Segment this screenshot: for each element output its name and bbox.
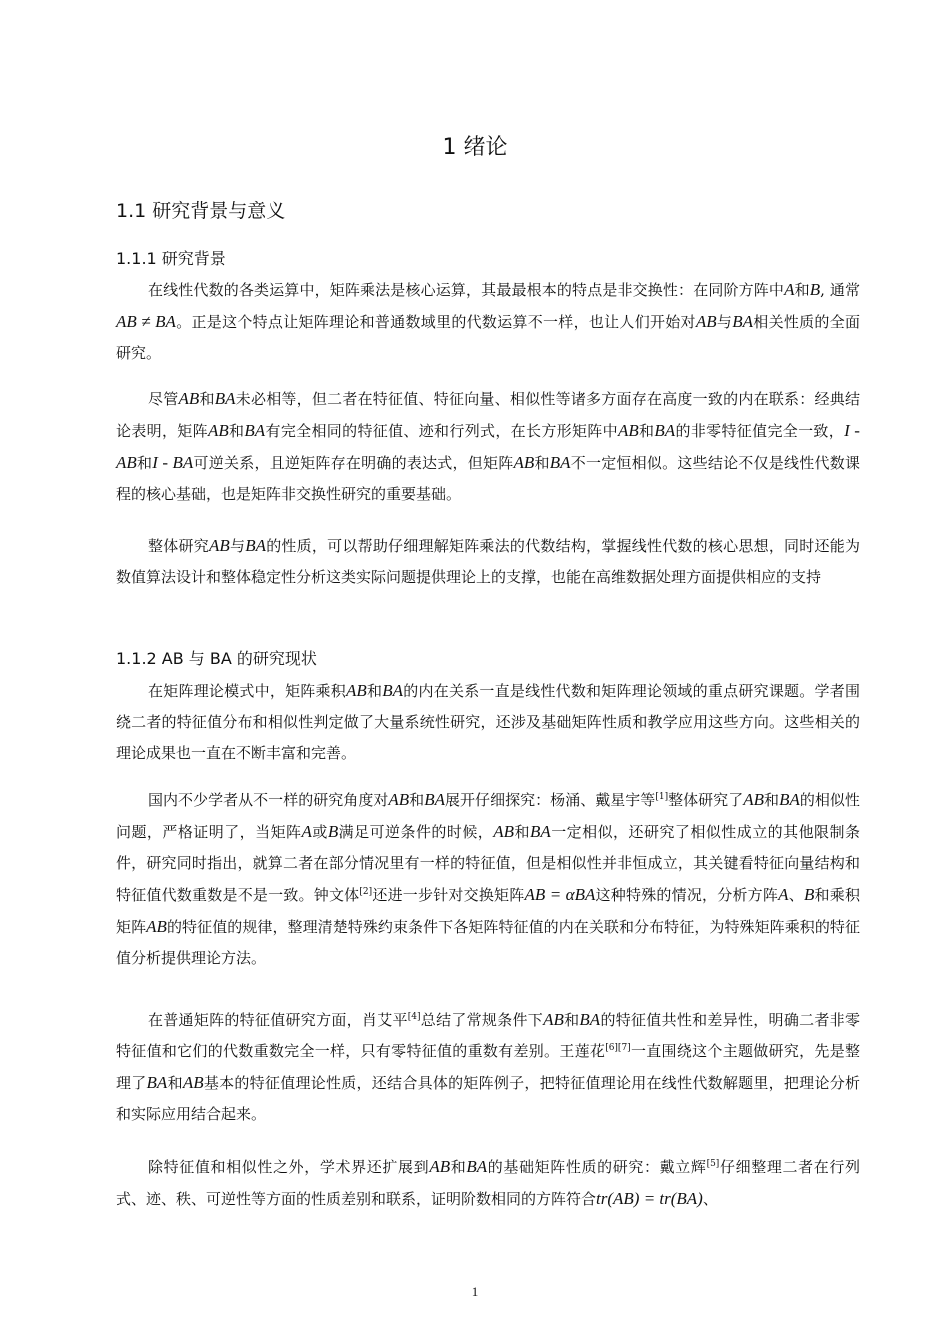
text-run: 总结了常规条件下 — [420, 1011, 544, 1029]
citation-ref: [2] — [359, 887, 373, 897]
text-run: 在矩阵理论模式中，矩阵乘积 — [148, 682, 347, 700]
text-run: 、 — [702, 1190, 718, 1208]
math-expression: AB — [743, 790, 765, 809]
text-run: 的基础矩阵性质的研究：戴立辉 — [487, 1158, 707, 1176]
text-run: , 通常 — [820, 281, 860, 299]
text-run: 不一定恒相似。这些结论不仅是线性代数课程的核心基础，也是矩阵非交换性研究的重要基础。 — [116, 454, 860, 503]
text-run: 和 — [534, 454, 550, 472]
text-run: 和 — [366, 682, 383, 700]
text-run: 相关性质的全面研究。 — [116, 313, 860, 362]
text-run: 展开仔细探究：杨涌、戴星宇等 — [444, 791, 656, 809]
text-run: 国内不少学者从不一样的研究角度对 — [148, 791, 389, 809]
text-run: 的特征值的规律，整理清楚特殊约束条件下各矩阵特征值的内在关联和分布特征，为特殊矩阵乘积的特征值分析提供理论方法。 — [116, 918, 860, 967]
text-run: 一直围绕这个主题做研究，先是整理了 — [116, 1042, 860, 1092]
text-run: 和 — [228, 422, 245, 440]
math-expression: BA — [579, 1010, 601, 1029]
text-run: 和 — [199, 390, 215, 408]
math-expression: A — [778, 885, 789, 904]
text-run: 一定相似，还研究了相似性成立的其他限制条件，研究同时指出，就算二者在部分情况里有一样的特征值，但是相似性并非恒成立，其关键看特征向量结构和特征值代数重数是不是一致。钟文体 — [116, 823, 860, 904]
math-expression: AB — [429, 1157, 451, 1176]
text-run: 可逆关系，且逆矩阵存在明确的表达式，但矩阵 — [193, 454, 514, 472]
paragraph-4 — [116, 675, 860, 769]
text-run: 有完全相同的特征值、迹和行列式，在长方形矩阵中 — [265, 422, 618, 440]
math-expression: BA — [779, 790, 800, 809]
text-run: 和 — [514, 823, 530, 841]
text-run: 、 — [788, 886, 804, 904]
math-expression: BA — [244, 421, 266, 440]
section-title: 1.1 研究背景与意义 — [116, 200, 286, 222]
text-run: 的内在关系一直是线性代数和矩阵理论领域的重点研究课题。学者围绕二者的特征值分布和相似性判定做了大量系统性研究，还涉及基础矩阵性质和教学应用这些方向。这些相关的理论成果也一直在不断丰富和完善。 — [116, 682, 860, 762]
math-expression: AB ≠ BA — [116, 312, 176, 331]
math-expression: A — [301, 822, 312, 841]
text-run: 和 — [450, 1158, 467, 1176]
math-expression: BA — [245, 536, 266, 555]
text-run: 和 — [136, 454, 153, 472]
text-run: 这种特殊的情况，分析方阵 — [595, 886, 779, 904]
page-number: 1 — [471, 1284, 479, 1299]
subsection-title-status: 1.1.2 AB 与 BA 的研究现状 — [116, 649, 317, 668]
math-expression: BA — [654, 421, 676, 440]
math-expression: AB — [493, 822, 515, 841]
math-expression: BA — [382, 681, 404, 700]
text-run: 和 — [764, 791, 780, 809]
math-expression: AB — [617, 421, 639, 440]
math-expression: AB — [208, 536, 230, 555]
math-expression: AB — [178, 389, 200, 408]
text-run: 和 — [638, 422, 655, 440]
subsection-title-background: 1.1.1 研究背景 — [116, 249, 226, 268]
paragraph-7 — [116, 1151, 860, 1215]
math-expression: BA — [466, 1157, 488, 1176]
text-run: 和乘积矩阵 — [116, 886, 860, 936]
text-run: 。正是这个特点让矩阵理论和普通数域里的代数运算不一样，也让人们开始对 — [175, 313, 696, 331]
citation-ref: [5] — [706, 1159, 720, 1169]
paragraph-6 — [116, 1004, 860, 1130]
math-expression: AB — [388, 790, 410, 809]
paragraph-1 — [116, 274, 860, 369]
text-run: 和 — [794, 281, 810, 299]
text-run: 与 — [716, 313, 733, 331]
math-expression: AB — [513, 453, 535, 472]
math-expression: AB — [182, 1073, 204, 1092]
text-run: 除特征值和相似性之外，学术界还扩展到 — [148, 1158, 430, 1176]
math-expression: A — [784, 280, 795, 299]
text-run: 或 — [311, 823, 328, 841]
math-expression: AB — [207, 421, 229, 440]
text-run: 与 — [229, 537, 246, 555]
math-expression: B — [327, 822, 339, 841]
citation-ref: [1] — [655, 792, 669, 802]
math-expression: BA — [529, 822, 551, 841]
math-expression: AB — [695, 312, 717, 331]
math-expression: AB — [543, 1010, 564, 1029]
math-expression: BA — [424, 790, 445, 809]
text-run: 满足可逆条件的时候， — [338, 823, 494, 841]
chapter-title: 1 绪论 — [442, 135, 508, 160]
paragraph-5 — [116, 784, 860, 974]
math-expression: BA — [549, 453, 571, 472]
text-run: 还进一步针对交换矩阵 — [372, 886, 525, 904]
text-run: 和 — [409, 791, 425, 809]
math-expression: AB — [346, 681, 367, 700]
math-expression: B — [803, 885, 815, 904]
math-expression: BA — [146, 1073, 168, 1092]
citation-ref: [6][7] — [605, 1043, 631, 1053]
text-run: 在普通矩阵的特征值研究方面，肖艾平 — [148, 1011, 408, 1029]
text-run: 的特征值共性和差异性，明确二者非零特征值和它们的代数重数完全一样，只有零特征值的重数有差别。王莲花 — [116, 1011, 860, 1060]
text-run: 未必相等，但二者在特征值、特征向量、相似性等诸多方面存在高度一致的内在联系：经典结论表明，矩阵 — [116, 390, 860, 440]
math-expression: B — [809, 280, 821, 299]
text-run: 基本的特征值理论性质，还结合具体的矩阵例子，把特征值理论用在线性代数解题里，把理论分析和实际应用结合起来。 — [116, 1074, 860, 1123]
text-run: 仔细整理二者在行列式、迹、秩、可逆性等方面的性质差别和联系，证明阶数相同的方阵符合 — [116, 1158, 860, 1208]
text-run: 的非零特征值完全一致， — [675, 422, 845, 440]
text-run: 尽管 — [148, 390, 179, 408]
text-run: 的性质，可以帮助仔细理解矩阵乘法的代数结构，掌握线性代数的核心思想，同时还能为数值算法设计和整体稳定性分析这类实际问题提供理论上的支撑，也能在高维数据处理方面提供相应的支持 — [116, 537, 860, 586]
text-run: 和 — [167, 1074, 183, 1092]
text-run: 整体研究 — [148, 537, 209, 555]
citation-ref: [4] — [407, 1012, 421, 1022]
math-expression: I - AB — [116, 421, 860, 472]
math-expression: AB — [146, 917, 167, 936]
math-expression: I - BA — [152, 453, 194, 472]
paragraph-3 — [116, 530, 860, 593]
math-expression: BA — [214, 389, 236, 408]
math-expression: AB = αBA — [524, 885, 596, 904]
text-run: 和 — [563, 1011, 580, 1029]
text-run: 在线性代数的各类运算中，矩阵乘法是核心运算，其最最根本的特点是非交换性：在同阶方阵中 — [148, 281, 785, 299]
math-expression: BA — [732, 312, 753, 331]
math-expression: tr(AB) = tr(BA) — [596, 1189, 703, 1208]
paragraph-2 — [116, 383, 860, 510]
text-run: 整体研究了 — [668, 791, 744, 809]
text-run: 的相似性问题，严格证明了，当矩阵 — [116, 791, 860, 841]
